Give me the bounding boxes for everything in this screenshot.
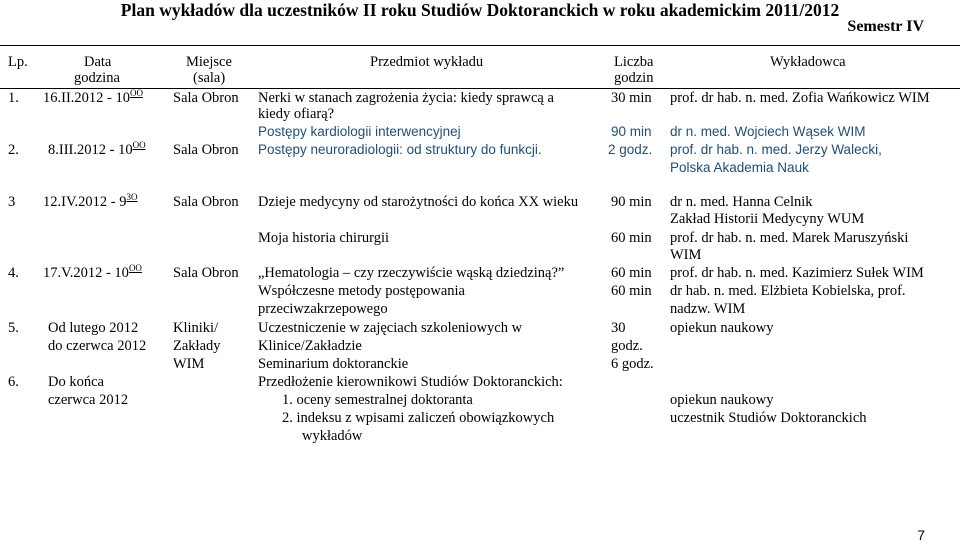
row-subject: Postępy neuroradiologii: od struktury do funkcji.: [258, 142, 542, 157]
row-lecturer: dr hab. n. med. Elżbieta Kobielska, prof.: [670, 283, 906, 299]
row-room: Sala Obron: [173, 194, 239, 210]
row-lecturer-affiliation: nadzw. WIM: [670, 301, 746, 317]
row-room: Sala Obron: [173, 90, 239, 106]
row-lp: 4.: [8, 265, 19, 281]
row-date: Do końca: [48, 374, 104, 390]
header-wykladowca: Wykładowca: [770, 54, 846, 70]
row-lecturer: opiekun naukowy: [670, 320, 774, 336]
row-hours: 60 min: [611, 283, 652, 299]
row-subject: Uczestniczenie w zajęciach szkoleniowych w: [258, 320, 523, 336]
row-lecturer: prof. dr hab. n. med. Kazimierz Sułek WIM: [670, 265, 924, 281]
header-godzin: godzin: [614, 70, 654, 86]
row-subject-cont: kiedy ofiarą?: [258, 106, 335, 122]
row-lecturer-affiliation: Zakład Historii Medycyny WUM: [670, 211, 865, 227]
row-hours: 90 min: [611, 194, 652, 210]
row-subject-item: 1. oceny semestralnej doktoranta: [282, 392, 473, 408]
row-room: Kliniki/: [173, 320, 219, 336]
row-subject: Współczesne metody postępowania: [258, 283, 465, 299]
row-subject-cont: przeciwzakrzepowego: [258, 301, 388, 317]
row-hours: 60 min: [611, 230, 652, 246]
row-subject-item-cont: wykładów: [302, 428, 363, 444]
row-subject: Postępy kardiologii interwencyjnej: [258, 124, 461, 139]
row-lecturer: prof. dr hab. n. med. Marek Maruszyński: [670, 230, 909, 246]
row-hours: 60 min: [611, 265, 652, 281]
row-hours: 6 godz.: [611, 356, 654, 372]
row-lp: 1.: [8, 90, 19, 106]
row-lp: 5.: [8, 320, 19, 336]
row-subject: „Hematologia – czy rzeczywiście wąską dziedziną?”: [258, 265, 565, 281]
row-lecturer: prof. dr hab. n. med. Jerzy Walecki,: [670, 142, 882, 157]
row-room: Sala Obron: [173, 142, 239, 158]
header-liczba: Liczba: [614, 54, 654, 70]
row-date: $17.V.2012 - 10^{OO}$: [43, 263, 142, 281]
row-hours: 30 min: [611, 90, 652, 106]
row-room-cont: WIM: [173, 356, 205, 372]
header-data: Data: [84, 54, 112, 70]
header-lp: Lp.: [8, 54, 28, 70]
rule-header: [0, 88, 960, 89]
row-date: $12.IV.2012 - 9^{3O}$: [43, 192, 138, 210]
row-lp: 6.: [8, 374, 19, 390]
row-date-cont: czerwca 2012: [48, 392, 129, 408]
row-date: Od lutego 2012: [48, 320, 139, 336]
row-subject: Przedłożenie kierownikowi Studiów Doktoranckich:: [258, 374, 563, 390]
row-hours-cont: godz.: [611, 338, 643, 354]
row-hours: 30: [611, 320, 626, 336]
row-lecturer-affiliation: Polska Akademia Nauk: [670, 160, 809, 175]
row-lp: 2.: [8, 142, 19, 158]
row-subject-cont: Klinice/Zakładzie: [258, 338, 362, 354]
row-hours: 2 godz.: [608, 142, 653, 157]
row-subject: Moja historia chirurgii: [258, 230, 390, 246]
row-lecturer-cont: uczestnik Studiów Doktoranckich: [670, 410, 867, 426]
row-date: $16.II.2012 - 10^{OO}$: [43, 88, 143, 106]
header-godzina: godzina: [74, 70, 120, 86]
rule-top: [0, 45, 960, 46]
page-title: Plan wykładów dla uczestników II roku Studiów Doktoranckich w roku akademickim 2011/2012: [120, 0, 840, 20]
header-przedmiot: Przedmiot wykładu: [370, 54, 484, 70]
row-date: $8.III.2012 - 10^{OO}$: [48, 140, 146, 158]
row-room-cont: Zakłady: [173, 338, 221, 354]
page-number: 7: [917, 527, 925, 543]
header-miejsce: Miejsce: [186, 54, 232, 70]
row-room: Sala Obron: [173, 265, 239, 281]
semester-label: Semestr IV: [847, 18, 924, 35]
row-lecturer: dr n. med. Hanna Celnik: [670, 194, 813, 210]
header-sala: (sala): [193, 70, 226, 86]
row-subject: Dzieje medycyny od starożytności do końca XX wieku: [258, 194, 579, 210]
row-subject: Nerki w stanach zagrożenia życia: kiedy sprawcą a: [258, 90, 554, 106]
row-lecturer: prof. dr hab. n. med. Zofia Wańkowicz WIM: [670, 90, 930, 106]
row-subject: Seminarium doktoranckie: [258, 356, 409, 372]
row-date-cont: do czerwca 2012: [48, 338, 147, 354]
row-lecturer: opiekun naukowy: [670, 392, 774, 408]
row-lecturer-affiliation: WIM: [670, 247, 702, 263]
row-lecturer: dr n. med. Wojciech Wąsek WIM: [670, 124, 866, 139]
row-lp: 3: [8, 194, 16, 210]
row-hours: 90 min: [611, 124, 652, 139]
row-subject-item: 2. indeksu z wpisami zaliczeń obowiązkowych: [282, 410, 555, 426]
